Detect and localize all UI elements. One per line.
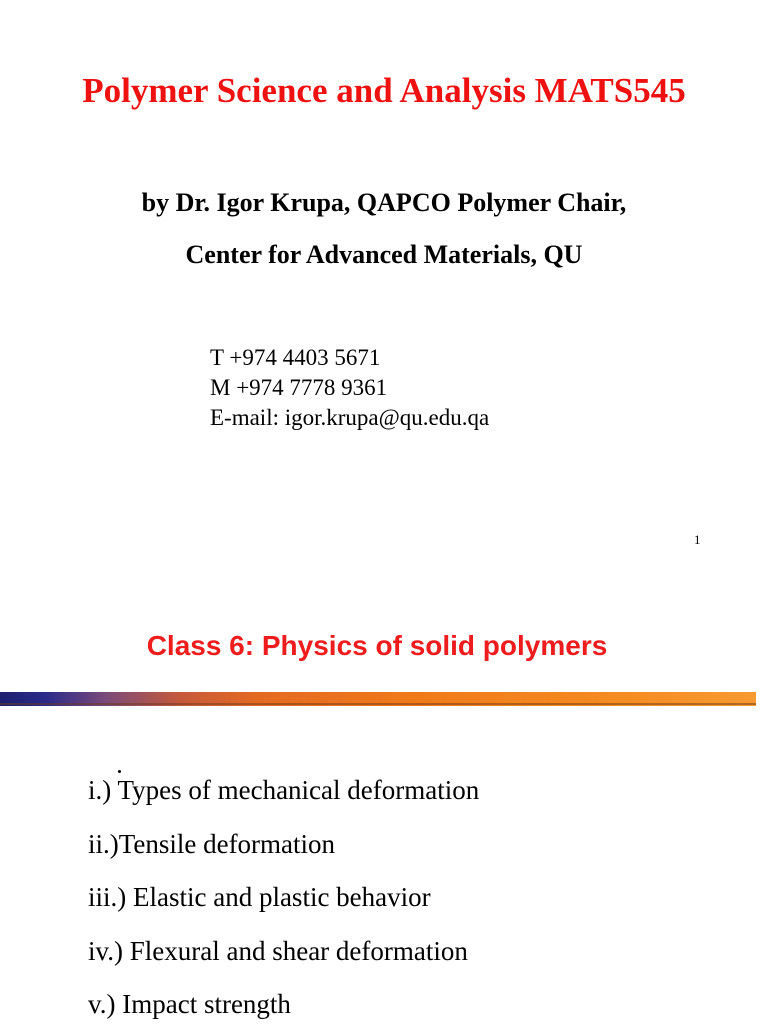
contact-email: E-mail: igor.krupa@qu.edu.qa	[210, 405, 490, 430]
contact-phone: T +974 4403 5671	[210, 345, 381, 370]
class-title: Class 6: Physics of solid polymers	[146, 630, 608, 661]
affiliation-line: Center for Advanced Materials, QU	[185, 240, 583, 269]
list-item: i.) Types of mechanical deformation	[88, 775, 480, 805]
list-item: iv.) Flexural and shear deformation	[88, 935, 468, 966]
divider-line	[0, 703, 756, 705]
topic-list	[88, 770, 479, 1024]
contact-block	[210, 343, 489, 433]
slide-number: 1	[694, 532, 701, 547]
slide-title: Polymer Science and Analysis MATS545	[82, 71, 686, 110]
contact-mobile: M +974 7778 9361	[210, 375, 388, 400]
list-item: iii.) Elastic and plastic behavior	[88, 882, 431, 912]
author-line: by Dr. Igor Krupa, QAPCO Polymer Chair,	[141, 188, 627, 217]
list-item: ii.)Tensile deformation	[88, 828, 336, 859]
list-item: v.) Impact strength	[88, 989, 291, 1019]
